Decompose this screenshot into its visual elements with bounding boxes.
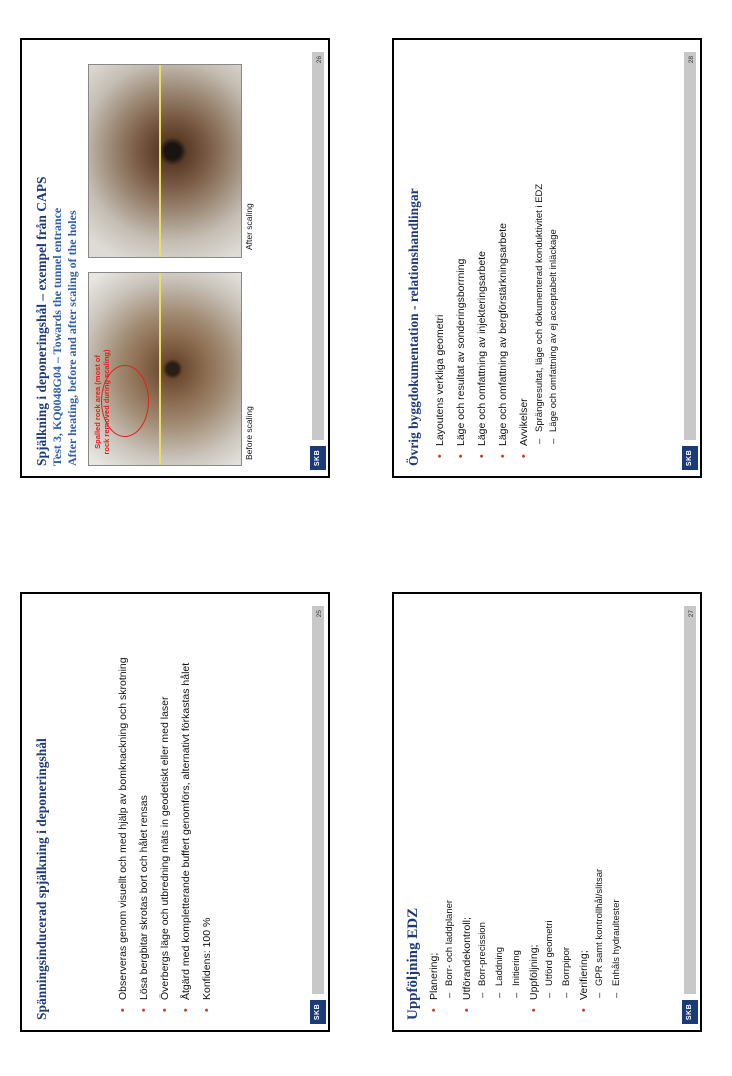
bullet-item (528, 607, 573, 1012)
slide-footer (306, 40, 330, 478)
sub-list (594, 607, 623, 1000)
photo-caption: Before scaling (244, 406, 254, 460)
slide-footer (306, 594, 330, 1032)
slide-footer (678, 594, 702, 1032)
sub-item: – Borrpipor (561, 607, 573, 1000)
page-number: 27 (688, 610, 695, 618)
measuring-rod (159, 65, 161, 257)
slide-title: Spänningsinducerad spjälkning i deponeringshål (34, 738, 49, 1020)
bullet-list (428, 607, 628, 1012)
photo-caption: After scaling (244, 203, 254, 250)
skb-logo: SKB (310, 446, 326, 470)
slide-subtitle: Test 3, KQ0048G04 – Towards the tunnel entrance (50, 207, 64, 466)
bullet-item (578, 607, 623, 1012)
sub-list (534, 53, 560, 446)
page-number: 26 (316, 56, 323, 64)
page-number: 25 (316, 610, 323, 618)
bullet-list (117, 607, 222, 1012)
bullet-item (428, 607, 456, 1012)
footer-bar (684, 52, 696, 440)
footer-bar (312, 606, 324, 994)
sub-item: – Borr-precission (477, 607, 489, 1000)
skb-logo: SKB (682, 1000, 698, 1024)
slide-title: Övrig byggdokumentation - relationshandlingar (406, 188, 421, 466)
slide-25 (20, 592, 330, 1032)
sub-item: – GPR samt kontrollhål/slitsar (594, 607, 606, 1000)
bullet-label: Uppföljning; (528, 944, 540, 1000)
bullet-label: Avvikelser (518, 398, 530, 446)
bullet-label: Verifiering; (578, 950, 590, 1000)
bullet-item: • Åtgärd med kompletterande buffert genomförs, alternativt förkastas hålet (180, 607, 193, 1012)
footer-bar (684, 606, 696, 994)
sub-list (477, 607, 523, 1000)
slide-title: Uppföljning EDZ (405, 907, 421, 1020)
bullet-item (461, 607, 523, 1012)
measuring-rod (159, 273, 161, 465)
sub-item: – Utförd geometri (544, 607, 556, 1000)
bullet-item (518, 53, 560, 458)
footer-bar (312, 52, 324, 440)
slide-title-text: Spjälkning i deponeringshål – exempel från CAPS (34, 176, 49, 466)
bullet-item: • Överbergs läge och utbredning mäts in geodetiskt eller med laser (159, 607, 172, 1012)
sub-item: – Enhåls hydraultester (611, 607, 623, 1000)
sub-item: – Laddning (494, 607, 506, 1000)
bullet-item: • Läge och omfattning av injekteringsarbete (476, 53, 489, 458)
sub-item: – Sprängresultat, läge och dokumenterad konduktivitet i EDZ (534, 53, 546, 446)
bullet-item: • Läge och omfattning av bergförstärkningsarbete (497, 53, 510, 458)
bullet-list (434, 53, 568, 458)
skb-logo: SKB (310, 1000, 326, 1024)
spalled-area-annotation: Spalled rock area (most of rock removed during scaling) (93, 349, 111, 455)
bullet-item: • Konfidens: 100 % (201, 607, 214, 1012)
page-number: 28 (688, 56, 695, 64)
slide-footer (678, 40, 702, 478)
sub-item: – Initiering (511, 607, 523, 1000)
sub-item: – Borr- och laddplaner (444, 607, 456, 1000)
bullet-item: • Läge och resultat av sonderingsborrning (455, 53, 468, 458)
sub-item: – Läge och omfattning av ej acceptabelt inläckage (548, 53, 560, 446)
sub-list (544, 607, 573, 1000)
after-scaling-photo (88, 64, 242, 258)
bullet-item: • Observeras genom visuellt och med hjälp av bomknackning och skrotning (117, 607, 130, 1012)
slide-27 (392, 592, 702, 1032)
sub-list (444, 607, 456, 1000)
bullet-label: Utförandekontroll; (461, 917, 473, 1000)
bullet-label: Planering; (428, 952, 440, 1000)
slide-26 (20, 38, 330, 478)
slide-subtitle: After heating, before and after scaling of the holes (65, 210, 79, 466)
slide-28 (392, 38, 702, 478)
bullet-item: • Lösa bergbitar skrotas bort och hålet rensas (138, 607, 151, 1012)
before-scaling-photo (88, 272, 242, 466)
bullet-item: • Layoutens verkliga geometri (434, 53, 447, 458)
skb-logo: SKB (682, 446, 698, 470)
slide-title (34, 51, 79, 466)
